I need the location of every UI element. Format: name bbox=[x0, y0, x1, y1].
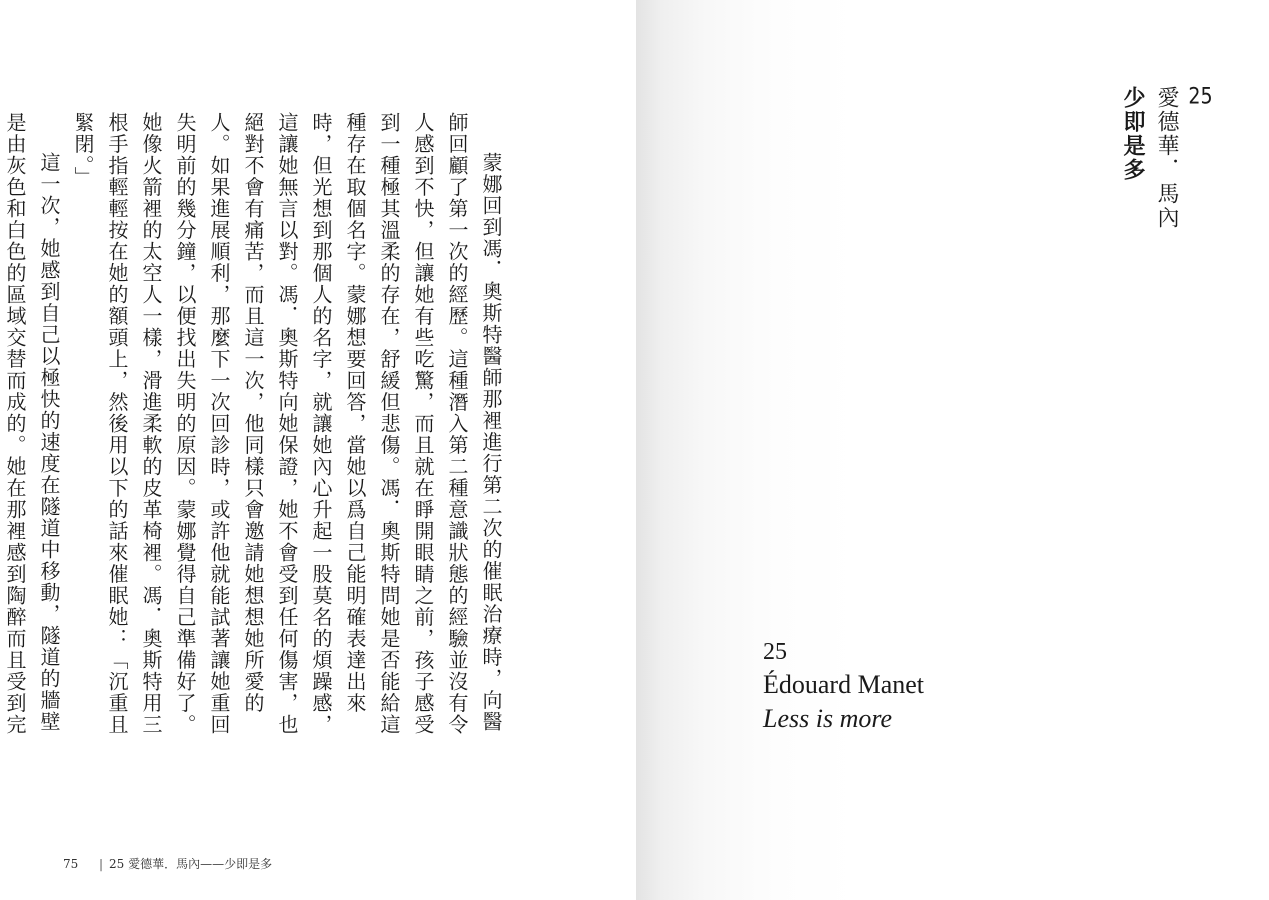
chapter-heading-english bbox=[763, 636, 924, 736]
chapter-title: 少即是多 bbox=[1120, 86, 1145, 182]
chapter-heading-vertical bbox=[1115, 86, 1217, 230]
footer-separator: | bbox=[99, 857, 104, 871]
chapter-artist-name: 愛德華．馬內 bbox=[1154, 86, 1179, 230]
chapter-number: 25 bbox=[1188, 86, 1213, 108]
paragraph: 蒙娜回到馮．奧斯特醫師那裡進行第二次的催眠治療時，向醫師回顧了第一次的經歷。這種潛入第二種意識狀態的經驗並沒有令人感到不快，但讓她有些吃驚，而且就在睜開眼睛之前，孩子感受到一種極其溫柔的存在，舒緩但悲傷。馮．奧斯特問她是否能給這種存在取個名字。蒙娜想要回答，當她以爲自己能明確表達出來時，但光想到那個人的名字，就讓她內心升起一股莫名的煩躁感，這讓她無言以對。馮．奧斯特向她保證，她不會受到任何傷害，也絕對不會有痛苦，而且這一次，他同樣只會邀請她想想她所愛的人。如果進展順利，那麼下一次回診時，或許他就能試著讓她重回失明前的幾分鐘，以便找出失明的原因。蒙娜覺得自己準備好了。她像火箭裡的太空人一樣，滑進柔軟的皮革椅裡。馮．奧斯特用三根手指輕輕按在她的額頭上，然後用以下的話來催眠她：「沉重且緊閉。」 bbox=[71, 112, 503, 736]
page-footer bbox=[63, 855, 272, 872]
paragraph: 這一次，她感到自己以極快的速度在隧道中移動，隧道的牆壁是由灰色和白色的區域交替而成的。她在那裡感到陶醉而且受到完 bbox=[3, 112, 61, 736]
running-head: 25 愛德華．馬內——少即是多 bbox=[109, 857, 273, 871]
page-number: 75 bbox=[63, 857, 79, 871]
chapter-artist-name-en: Édouard Manet bbox=[763, 670, 925, 699]
chapter-number-en: 25 bbox=[763, 639, 787, 665]
chapter-title-en: Less is more bbox=[763, 704, 893, 733]
body-text bbox=[0, 112, 508, 742]
